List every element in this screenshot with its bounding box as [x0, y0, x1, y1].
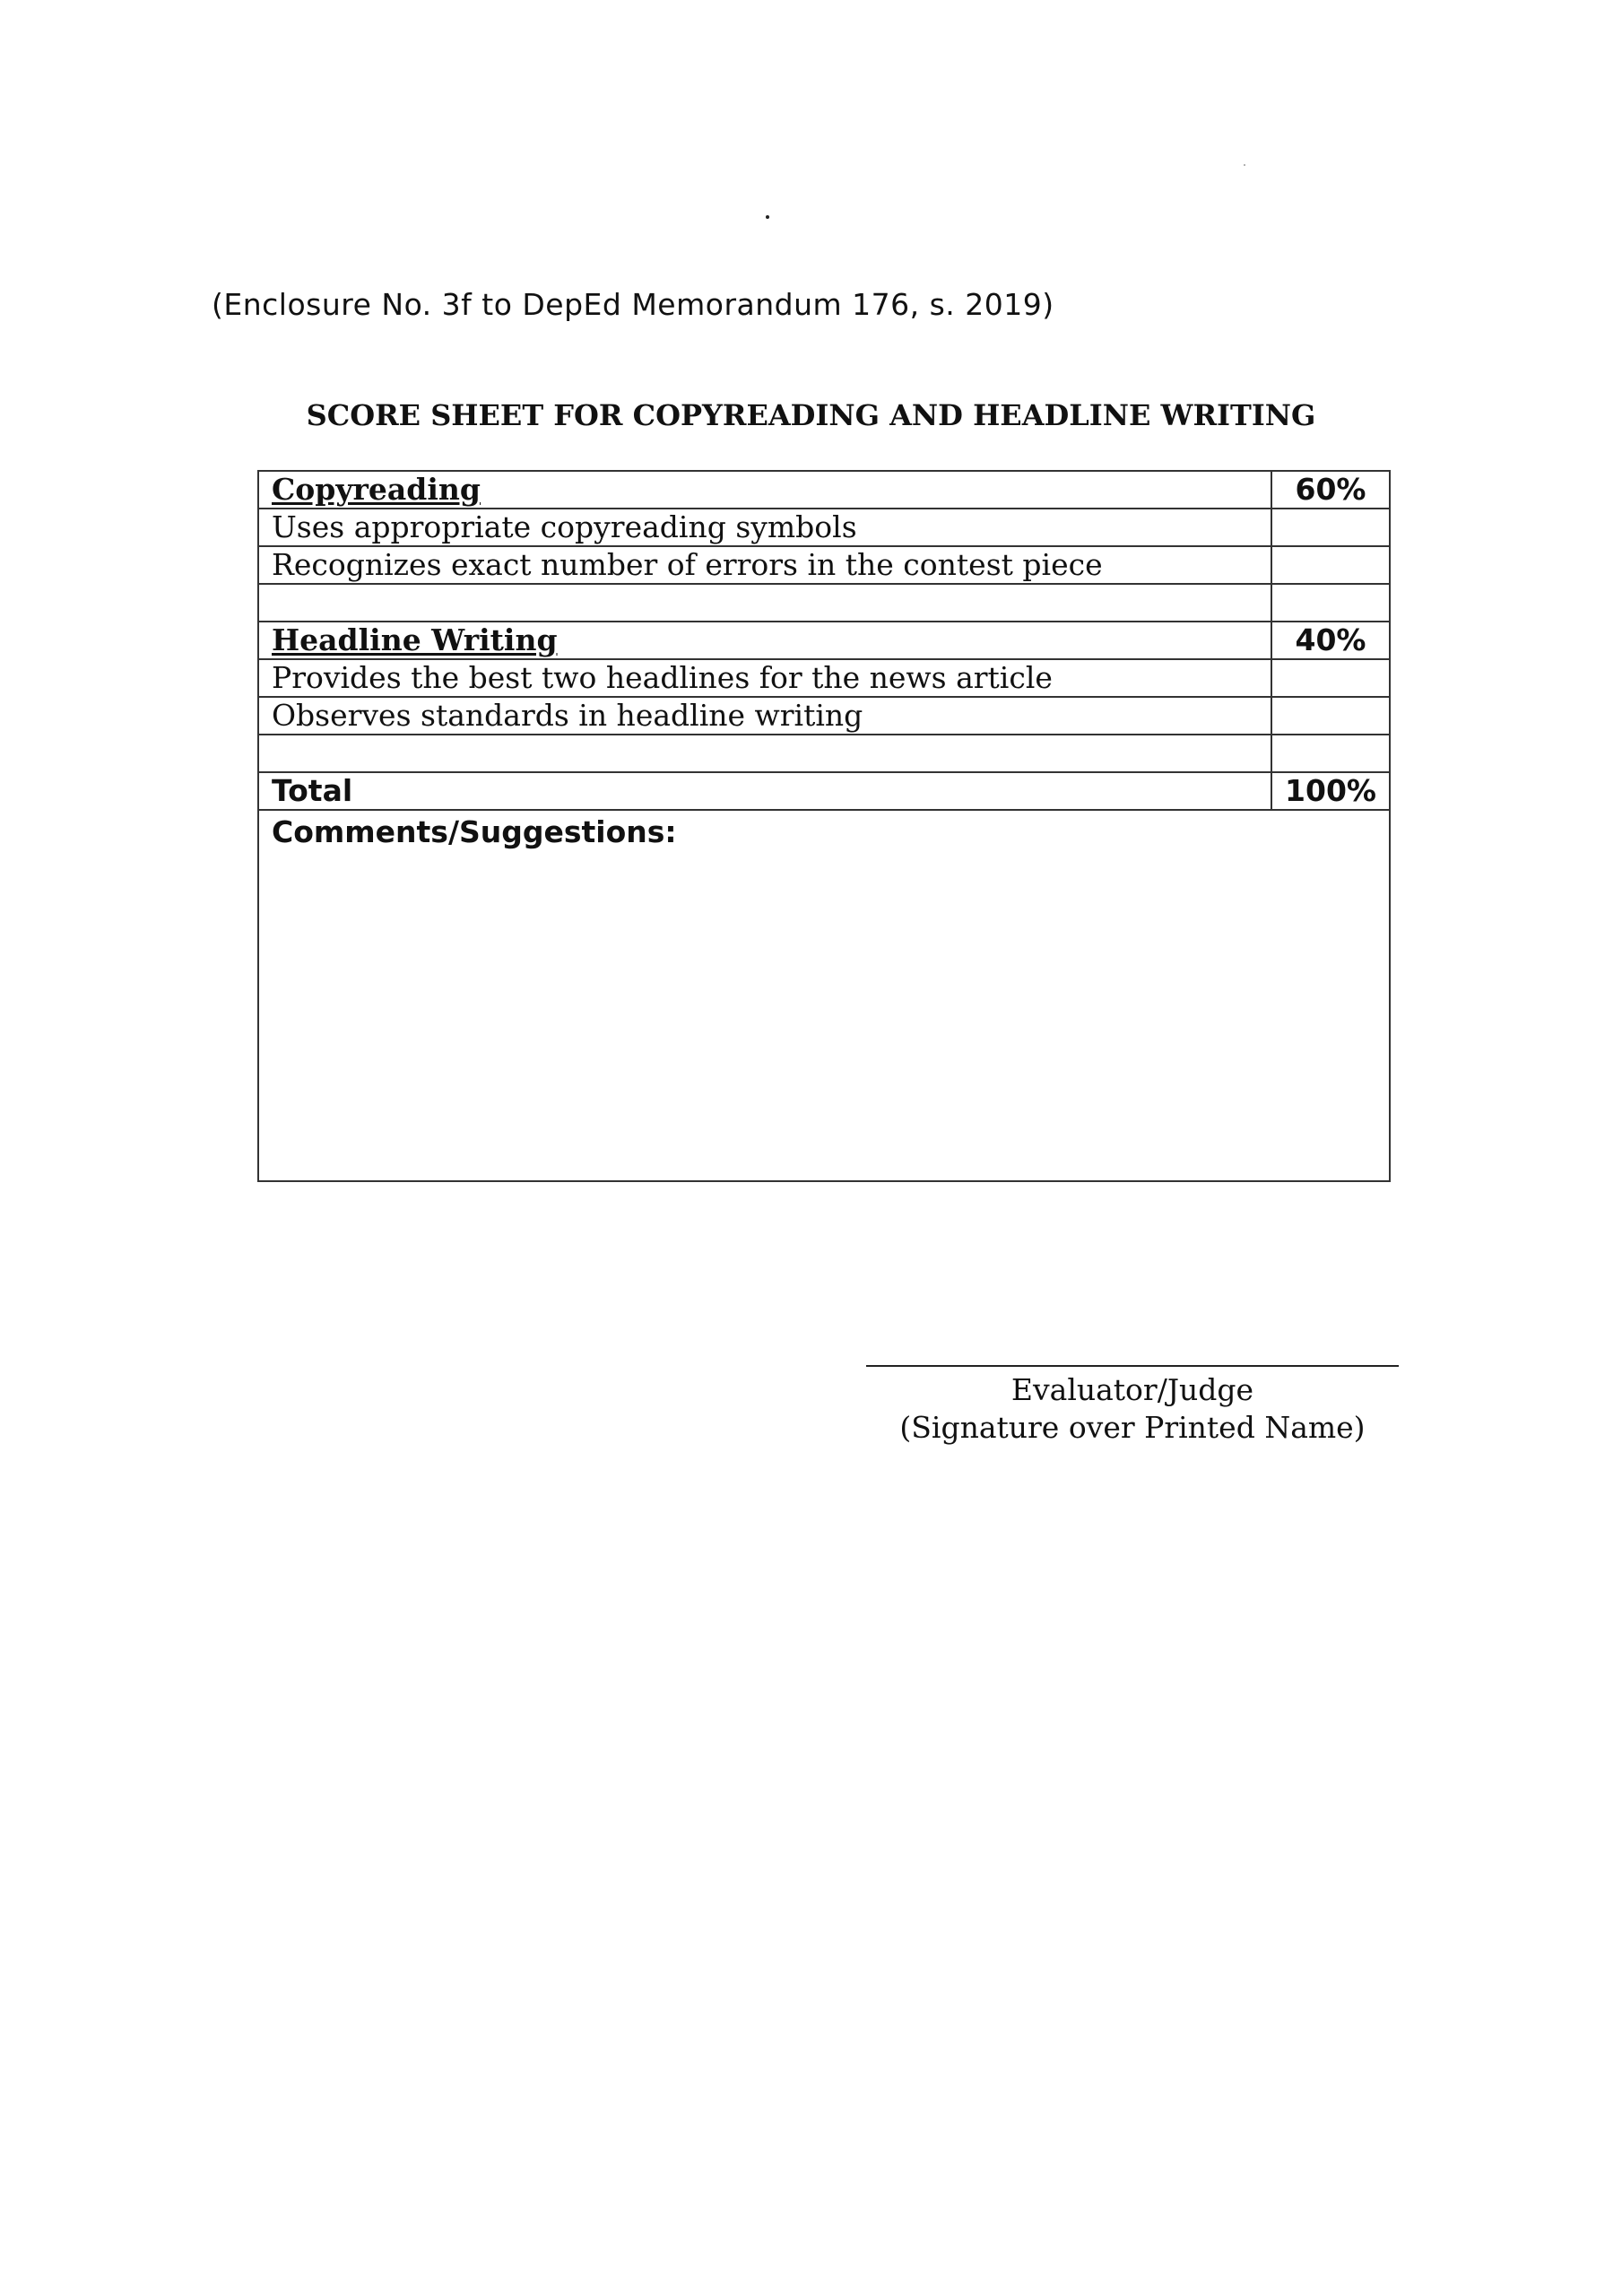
table-row — [258, 735, 1390, 772]
score-cell[interactable] — [1271, 659, 1390, 697]
criterion-cell: Recognizes exact number of errors in the contest piece — [258, 546, 1271, 584]
score-cell[interactable] — [1271, 735, 1390, 772]
table-row — [258, 509, 1390, 546]
table-row — [258, 471, 1390, 509]
total-label: Total — [258, 772, 1271, 810]
total-weight: 100% — [1271, 772, 1390, 810]
table-row — [258, 584, 1390, 622]
section-heading-copyreading — [258, 471, 1271, 509]
section-heading-label: Copyreading — [272, 472, 481, 507]
scan-speck — [766, 215, 769, 219]
score-cell[interactable] — [1271, 584, 1390, 622]
score-cell[interactable] — [1271, 546, 1390, 584]
criterion-cell: Observes standards in headline writing — [258, 697, 1271, 735]
signature-note: (Signature over Printed Name) — [899, 1410, 1366, 1445]
score-cell[interactable] — [1271, 697, 1390, 735]
table-row — [258, 659, 1390, 697]
enclosure-note: (Enclosure No. 3f to DepEd Memorandum 176, s. 2019) — [212, 287, 1054, 322]
signature-role: Evaluator/Judge — [1010, 1372, 1254, 1407]
page-title: SCORE SHEET FOR COPYREADING AND HEADLINE WRITING — [306, 398, 1316, 432]
table-row — [258, 622, 1390, 659]
signature-line[interactable] — [866, 1365, 1399, 1367]
section-heading-label: Headline Writing — [272, 622, 558, 657]
section-heading-headline — [258, 622, 1271, 659]
table-row — [258, 772, 1390, 810]
criterion-cell: Uses appropriate copyreading symbols — [258, 509, 1271, 546]
table-row — [258, 697, 1390, 735]
table-row — [258, 546, 1390, 584]
table-row — [258, 810, 1390, 1181]
scan-speck — [1244, 164, 1245, 166]
score-cell[interactable] — [1271, 509, 1390, 546]
comments-label: Comments/Suggestions: — [272, 814, 677, 849]
score-table — [257, 470, 1391, 1182]
comments-box[interactable] — [258, 810, 1390, 1181]
blank-cell — [258, 735, 1271, 772]
section-weight-copyreading: 60% — [1271, 471, 1390, 509]
criterion-cell: Provides the best two headlines for the news article — [258, 659, 1271, 697]
section-weight-headline: 40% — [1271, 622, 1390, 659]
blank-cell — [258, 584, 1271, 622]
